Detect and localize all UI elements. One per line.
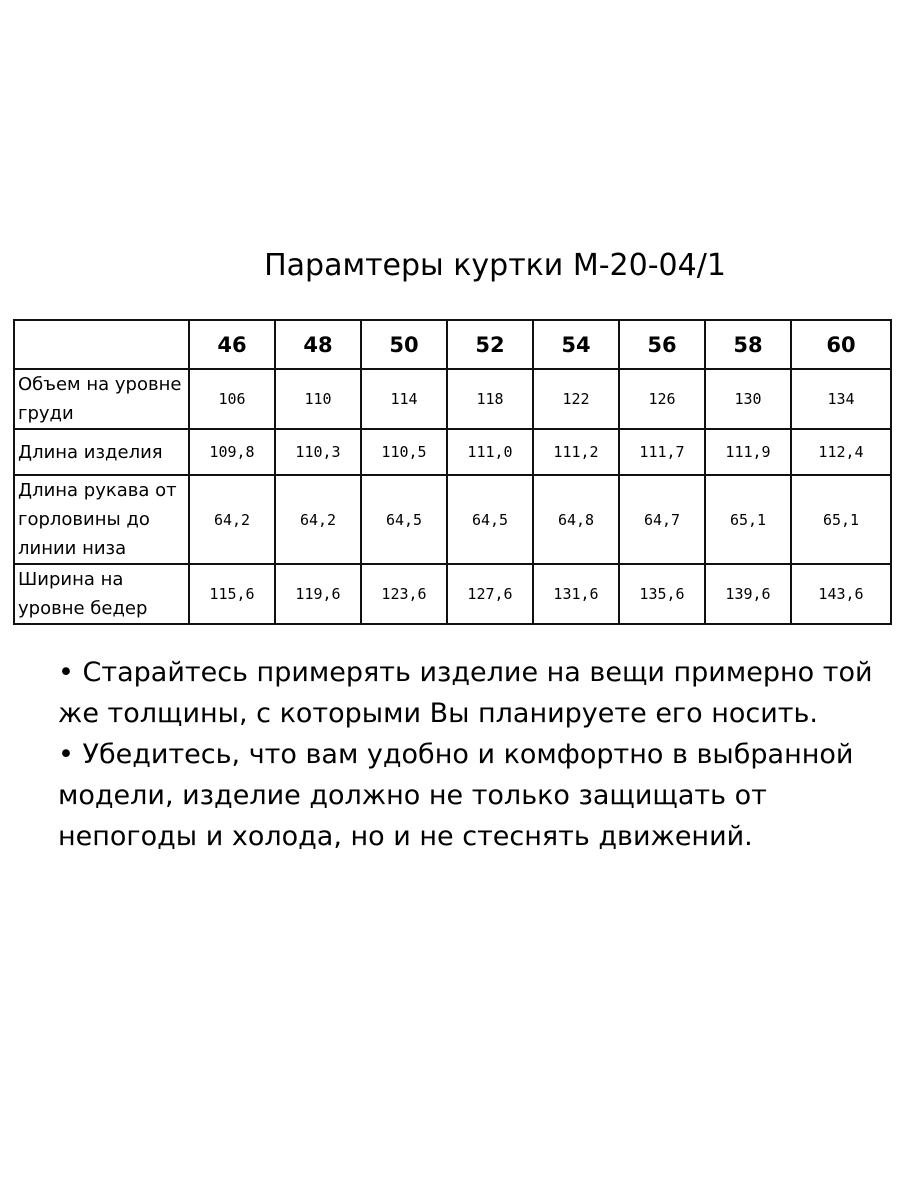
table-cell: 64,5	[361, 475, 447, 564]
table-cell: 139,6	[705, 564, 791, 624]
size-header: 48	[275, 320, 361, 369]
size-header: 60	[791, 320, 891, 369]
table-cell: 109,8	[189, 429, 275, 475]
table-row	[14, 369, 891, 429]
table-cell: 65,1	[791, 475, 891, 564]
table-cell: 122	[533, 369, 619, 429]
table-cell: 111,7	[619, 429, 705, 475]
table-row	[14, 564, 891, 624]
fitting-notes	[58, 652, 878, 857]
size-table	[13, 319, 892, 625]
table-cell: 126	[619, 369, 705, 429]
table-cell: 112,4	[791, 429, 891, 475]
table-cell: 130	[705, 369, 791, 429]
size-header: 52	[447, 320, 533, 369]
table-cell: 127,6	[447, 564, 533, 624]
row-label: Ширина на уровне бедер	[14, 564, 189, 624]
table-cell: 106	[189, 369, 275, 429]
row-label: Длина рукава от горловины до линии низа	[14, 475, 189, 564]
table-cell: 64,2	[275, 475, 361, 564]
note-item: • Убедитесь, что вам удобно и комфортно в выбранной модели, изделие должно не только защищать от непогоды и холода, но и не стеснять движений.	[58, 739, 854, 852]
table-cell: 115,6	[189, 564, 275, 624]
table-cell: 110,5	[361, 429, 447, 475]
table-cell: 118	[447, 369, 533, 429]
table-cell: 114	[361, 369, 447, 429]
size-header: 56	[619, 320, 705, 369]
table-cell: 65,1	[705, 475, 791, 564]
table-cell: 64,2	[189, 475, 275, 564]
size-header: 50	[361, 320, 447, 369]
table-cell: 119,6	[275, 564, 361, 624]
size-header: 58	[705, 320, 791, 369]
size-header: 54	[533, 320, 619, 369]
table-row	[14, 429, 891, 475]
table-corner-cell	[14, 320, 189, 369]
table-row	[14, 475, 891, 564]
note-item: • Старайтесь примерять изделие на вещи примерно той же толщины, с которыми Вы планируете его носить.	[58, 657, 873, 729]
table-cell: 64,8	[533, 475, 619, 564]
row-label: Длина изделия	[14, 429, 189, 475]
table-cell: 64,7	[619, 475, 705, 564]
table-cell: 111,9	[705, 429, 791, 475]
table-cell: 143,6	[791, 564, 891, 624]
page-title: Парамтеры куртки М-20-04/1	[264, 248, 726, 283]
table-cell: 110,3	[275, 429, 361, 475]
row-label: Объем на уровне груди	[14, 369, 189, 429]
table-cell: 134	[791, 369, 891, 429]
table-cell: 135,6	[619, 564, 705, 624]
size-header: 46	[189, 320, 275, 369]
table-cell: 123,6	[361, 564, 447, 624]
table-header-row	[14, 320, 891, 369]
table-cell: 111,0	[447, 429, 533, 475]
table-cell: 110	[275, 369, 361, 429]
table-cell: 64,5	[447, 475, 533, 564]
table-cell: 111,2	[533, 429, 619, 475]
table-cell: 131,6	[533, 564, 619, 624]
